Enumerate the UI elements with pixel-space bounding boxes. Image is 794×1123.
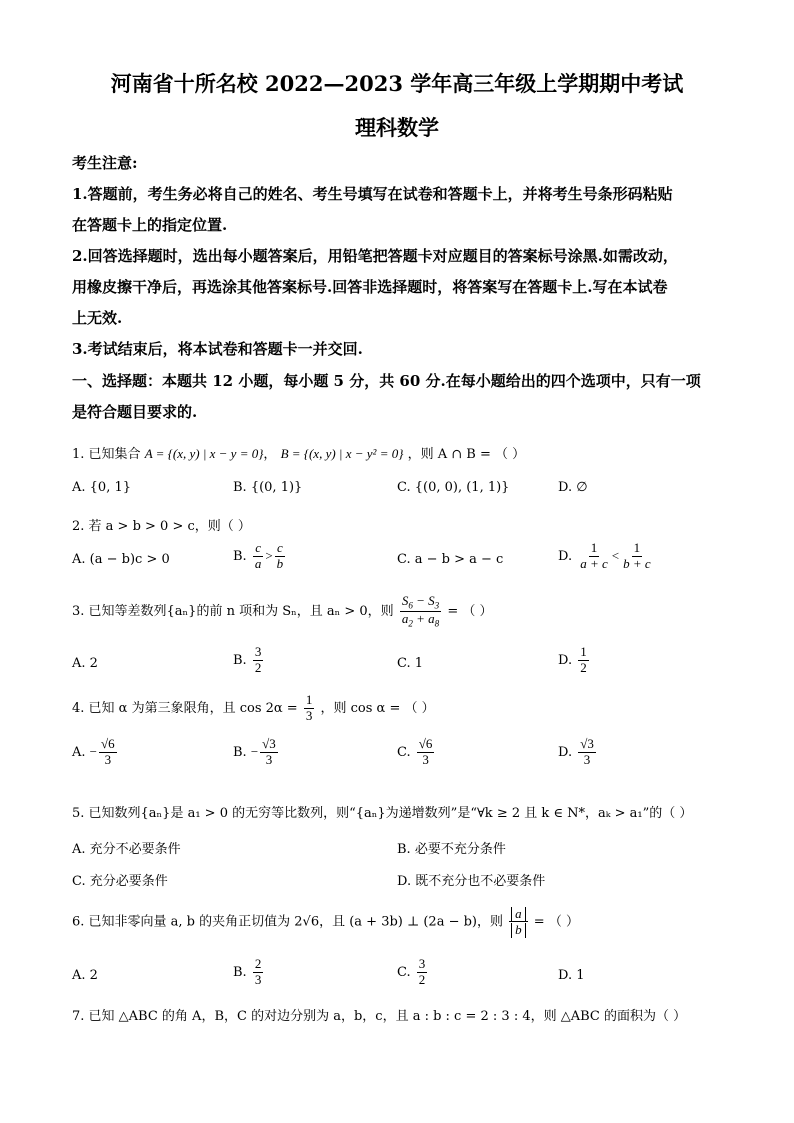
q4-option-d: D. $\frac{√3}{3}$ [558, 736, 594, 767]
q2-option-a: A. (a − b)c > 0 [72, 552, 170, 567]
notice-line: 2.回答选择题时，选出每小题答案后，用铅笔把答题卡对应题目的答案标号涂黑.如需改动， [72, 247, 678, 265]
notice-line: 3.考试结束后，将本试卷和答题卡一并交回. [72, 340, 363, 358]
q4-option-b: B. − $\frac{√3}{3}$ [233, 736, 276, 767]
q4-option-a: A. − $\frac{√6}{3}$ [72, 736, 115, 767]
q2-option-b: B. $\frac{c}{a}$ > $\frac{c}{b}$ [233, 540, 284, 571]
q4-option-c: C. $\frac{√6}{3}$ [397, 736, 433, 767]
q2-option-c: C. a − b > a − c [397, 552, 504, 567]
question-5-stem: 5. 已知数列{aₙ}是 a₁ > 0 的无穷等比数列，则“{aₙ}为递增数列”是“∀k ≥ 2 且 k ∈ N*，aₖ > a₁”的（ ） [72, 806, 693, 821]
notice-heading: 考生注意: [72, 154, 138, 172]
q6-option-a: A. 2 [72, 968, 98, 983]
question-7-stem: 7. 已知 △ABC 的角 A，B，C 的对边分别为 a，b，c，且 a : b : c = 2 : 3 : 4，则 △ABC 的面积为（ ） [72, 1009, 687, 1024]
q1-option-a: A. {0, 1} [72, 480, 132, 495]
set-a: A = {(x, y) | x − y = 0} [144, 446, 264, 461]
notice-line: 在答题卡上的指定位置. [72, 216, 228, 234]
notice-line: 用橡皮擦干净后，再选涂其他答案标号.回答非选择题时，将答案写在答题卡上.写在本试卷 [72, 278, 668, 296]
q1-option-b: B. {(0, 1)} [233, 480, 303, 495]
set-b: B = {(x, y) | x − y² = 0} [280, 446, 404, 461]
question-1-stem: 1. 已知集合 A = {(x, y) | x − y = 0}， B = {(x, y) | x − y² = 0} ，则 A ∩ B = （ ） [72, 446, 526, 462]
section-heading: 一、选择题：本题共 12 小题，每小题 5 分，共 60 分.在每小题给出的四个选项中，只有一项 [72, 372, 701, 390]
q6-option-d: D. 1 [558, 968, 585, 983]
q6-option-b: B. $\frac{2}{3}$ [233, 956, 262, 987]
q1-option-d: D. ∅ [558, 480, 588, 495]
question-6-stem: 6. 已知非零向量 a, b 的夹角正切值为 2√6，且 (a + 3b) ⊥ (2a − b)，则 $\frac{a}{b}$ = （ ） [72, 905, 579, 938]
q5-option-b: B. 必要不充分条件 [397, 842, 506, 857]
page-title: 河南省十所名校 2022—2023 学年高三年级上学期期中考试 [110, 71, 684, 96]
q3-option-c: C. 1 [397, 656, 424, 671]
q1-option-c: C. {(0, 0), (1, 1)} [397, 480, 510, 495]
q3-option-a: A. 2 [72, 656, 98, 671]
q3-option-d: D. $\frac{1}{2}$ [558, 644, 587, 675]
q2-option-d: D. $\frac{1}{a + c}$ < $\frac{1}{b + c}$ [558, 540, 651, 571]
notice-line: 上无效. [72, 309, 123, 327]
q3-option-b: B. $\frac{3}{2}$ [233, 644, 262, 675]
question-2-stem: 2. 若 a > b > 0 > c，则（ ） [72, 519, 251, 534]
question-3-stem: 3. 已知等差数列{aₙ}的前 n 项和为 Sₙ，且 aₙ > 0，则 $\frac{S_6 - S_3}{a_2 + a_8}$ = （ ） [72, 593, 493, 629]
page-subtitle: 理科数学 [355, 115, 439, 140]
notice-line: 1.答题前，考生务必将自己的姓名、考生号填写在试卷和答题卡上，并将考生号条形码粘贴 [72, 185, 673, 203]
question-4-stem: 4. 已知 α 为第三象限角，且 cos 2α = $\frac{1}{3}$ ，则 cos α = （ ） [72, 692, 435, 723]
section-heading-cont: 是符合题目要求的. [72, 403, 198, 421]
q5-option-a: A. 充分不必要条件 [72, 842, 181, 857]
q5-option-d: D. 既不充分也不必要条件 [397, 874, 546, 889]
q5-option-c: C. 充分必要条件 [72, 874, 168, 889]
q6-option-c: C. $\frac{3}{2}$ [397, 956, 426, 987]
